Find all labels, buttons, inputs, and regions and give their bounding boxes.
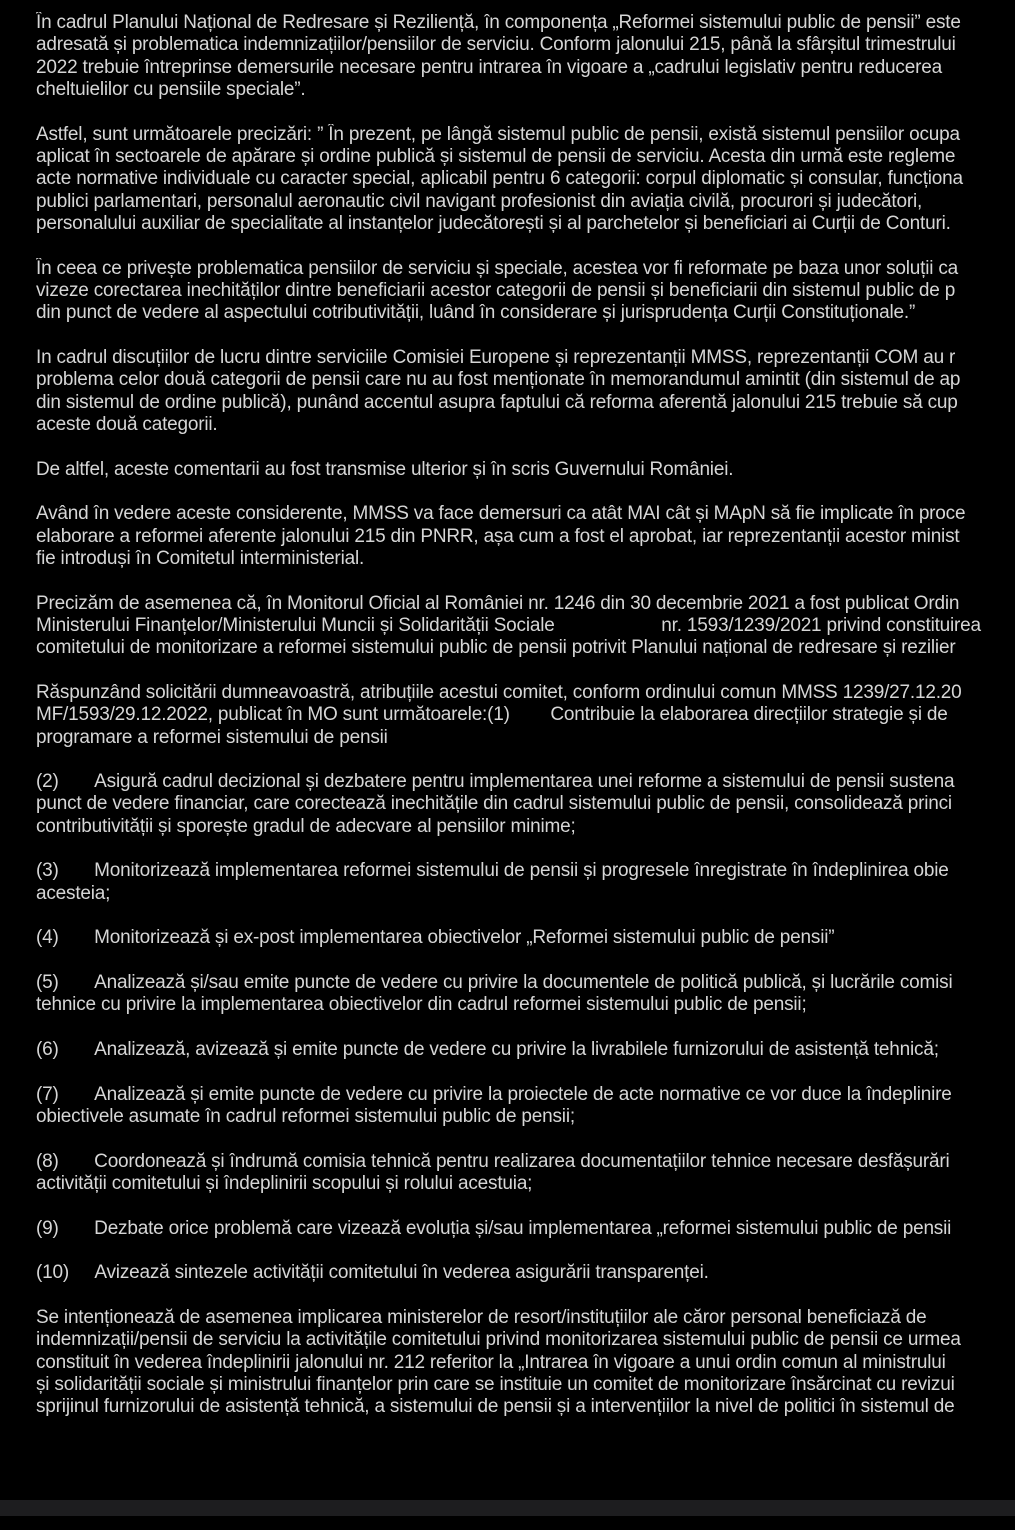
text-line: aplicat în sectoarele de apărare și ordine publică și sistemul de pensii de serviciu. Acesta din urmă este regleme — [36, 145, 956, 167]
text-line: aceste două categorii. — [36, 413, 218, 435]
text-line: Astfel, sunt următoarele precizări: ” În prezent, pe lângă sistemul public de pensii, există sistemul pensiilor ocupa — [36, 123, 960, 145]
text-line: De altfel, aceste comentarii au fost transmise ulterior și în scris Guvernului României. — [36, 458, 734, 480]
text-line: elaborare a reformei aferente jalonului 215 din PNRR, așa cum a fost el aprobat, iar reprezentanții acestor minist — [36, 525, 960, 547]
paragraph — [36, 682, 1015, 749]
text-line: (2) Asigură cadrul decizional și dezbatere pentru implementarea unei reforme a sistemului de pensii sustena — [36, 771, 955, 793]
text-line: vizeze corectarea inechităților dintre beneficiarii acestor categorii de pensii și beneficiarii din sistemul public de p — [36, 279, 956, 301]
text-line: Răspunzând solicitării dumneavoastră, atribuțiile acestui comitet, conform ordinului comun MMSS 1239/27.12.20 — [36, 681, 962, 703]
paragraph — [36, 124, 1015, 236]
text-line: comitetului de monitorizare a reformei sistemului public de pensii potrivit Planului național de redresare și rezilier — [36, 637, 956, 659]
text-line: contributivității și sporește gradul de adecvare al pensiilor minime; — [36, 815, 576, 837]
text-line: problema celor două categorii de pensii care nu au fost menționate în memorandumul amintit (din sistemul de ap — [36, 369, 961, 391]
text-line: 2022 trebuie întreprinse demersurile necesare pentru intrarea în vigoare a „cadrului legislativ pentru reducerea — [36, 56, 942, 78]
paragraph — [36, 860, 1015, 905]
text-line: constituit în vederea îndeplinirii jalonului nr. 212 referitor la „Intrarea în vigoare a unui ordin comun al ministrului — [36, 1351, 946, 1373]
text-line: adresată și problematica indemnizațiilor/pensiilor de serviciu. Conform jalonului 215, până la sfârșitul trimestrului — [36, 34, 956, 56]
text-line: din sistemul de ordine publică), punând accentul asupra faptului că reforma aferentă jalonului 215 trebuie să cup — [36, 391, 958, 413]
paragraph — [36, 593, 1015, 660]
text-line: obiectivele asumate în cadrul reformei sistemului public de pensii; — [36, 1106, 575, 1128]
paragraph — [36, 503, 1015, 570]
text-line: (8) Coordonează și îndrumă comisia tehnică pentru realizarea documentațiilor tehnice necesare desfășurări — [36, 1150, 950, 1172]
text-line: În ceea ce privește problematica pensiilor de serviciu și speciale, acestea vor fi reformate pe baza unor soluții ca — [36, 257, 958, 279]
paragraph — [36, 1307, 1015, 1419]
text-line: din punct de vedere al aspectului cotributivității, luând în considerare și jurisprudența Curții Constituționale.” — [36, 302, 916, 324]
text-line: acte normative individuale cu caracter special, aplicabil pentru 6 categorii: corpul diplomatic și consular, funcționa — [36, 168, 963, 190]
text-line: În cadrul Planului Național de Redresare și Reziliență, în componența „Reformei sistemului public de pensii” este — [36, 12, 961, 33]
text-line: (5) Analizează și/sau emite puncte de vedere cu privire la documentele de politică publică, și lucrările comisi — [36, 972, 953, 994]
text-line: In cadrul discuțiilor de lucru dintre serviciile Comisiei Europene și reprezentanții MMSS, reprezentanții COM au r — [36, 346, 956, 368]
text-line: (7) Analizează și emite puncte de vedere cu privire la proiectele de acte normative ce vor duce la îndeplinire — [36, 1083, 952, 1105]
text-line: (6) Analizează, avizează și emite puncte de vedere cu privire la livrabilele furnizorului de asistență tehnică; — [36, 1039, 939, 1061]
bottom-bar — [0, 1500, 1015, 1516]
text-line: acesteia; — [36, 882, 111, 904]
text-line: (9) Dezbate orice problemă care vizează evoluția și/sau implementarea „reformei sistemului public de pensii — [36, 1217, 952, 1239]
paragraph — [36, 459, 1015, 481]
text-line: Se intenționează de asemenea implicarea ministerelor de resort/instituțiilor ale căror personal beneficiază de — [36, 1307, 927, 1329]
paragraph — [36, 1084, 1015, 1129]
text-line: punct de vedere financiar, care corectează inechitățile din cadrul sistemului public de pensii, consolidează princi — [36, 793, 952, 815]
text-line: Ministerului Finanțelor/Ministerului Muncii și Solidarității Sociale nr. 1593/1239/2021 privind constituirea — [36, 614, 981, 636]
text-line: fie introduși în Comitetul interministerial. — [36, 547, 365, 569]
text-line: sprijinul furnizorului de asistență tehnică, a sistemului de pensii și a intervențiilor la nivel de politici în sistemul de — [36, 1396, 955, 1418]
document-body — [36, 12, 1015, 1441]
text-line: cheltuielilor cu pensiile speciale”. — [36, 78, 306, 100]
text-line: programare a reformei sistemului de pensii — [36, 726, 388, 748]
paragraph — [36, 771, 1015, 838]
text-line: și solidarității sociale și ministrului finanțelor prin care se instituie un comitet de monitorizare însărcinat cu revizui — [36, 1374, 955, 1396]
text-line: tehnice cu privire la implementarea obiectivelor din cadrul reformei sistemului public de pensii; — [36, 994, 807, 1016]
paragraph — [36, 1151, 1015, 1196]
text-line: (3) Monitorizează implementarea reformei sistemului de pensii și progresele înregistrate în îndeplinirea obie — [36, 860, 949, 882]
paragraph — [36, 1218, 1015, 1240]
text-line: MF/1593/29.12.2022, publicat în MO sunt următoarele:(1) Contribuie la elaborarea direcțiilor strategie și de — [36, 704, 948, 726]
text-line: publici parlamentari, personalul aeronautic civil navigant profesionist din aviația civilă, procurori și judecători, — [36, 190, 923, 212]
paragraph — [36, 927, 1015, 949]
paragraph — [36, 1262, 1015, 1284]
paragraph — [36, 347, 1015, 436]
text-line: Având în vedere aceste considerente, MMSS va face demersuri ca atât MAI cât și MApN să fie implicate în proce — [36, 503, 966, 525]
text-line: Precizăm de asemenea că, în Monitorul Oficial al României nr. 1246 din 30 decembrie 2021 a fost publicat Ordin — [36, 592, 960, 614]
text-line: indemnizații/pensii de serviciu la activitățile comitetului privind monitorizarea sistemului public de pensii ce urmea — [36, 1329, 961, 1351]
text-line: (4) Monitorizează și ex-post implementarea obiectivelor „Reformei sistemului public de pensii” — [36, 927, 835, 949]
text-line: (10) Avizează sintezele activității comitetului în vederea asigurării transparenței. — [36, 1262, 709, 1284]
text-line: activității comitetului și îndeplinirii scopului și rolului acestuia; — [36, 1173, 533, 1195]
paragraph — [36, 12, 1015, 101]
paragraph — [36, 972, 1015, 1017]
text-line: personalului auxiliar de specialitate al instanțelor judecătorești și al parchetelor și beneficiari ai Curții de Conturi. — [36, 212, 951, 234]
paragraph — [36, 258, 1015, 325]
paragraph — [36, 1039, 1015, 1061]
